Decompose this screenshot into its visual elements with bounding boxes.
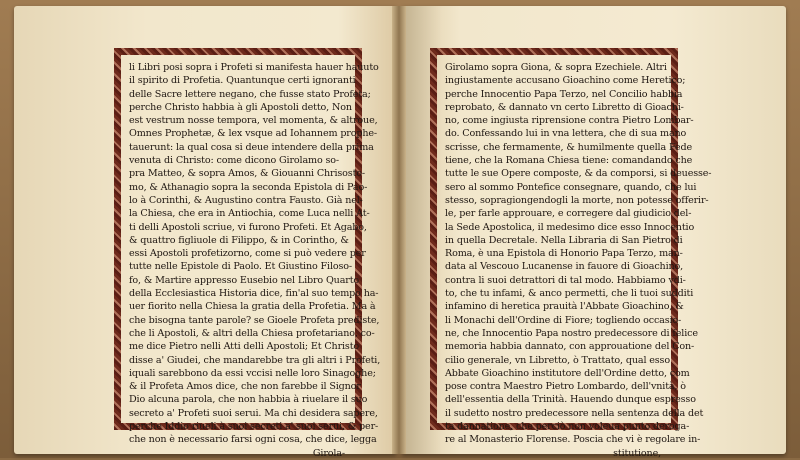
text-line: iquali sarebbono da essi vccisi nelle loro Sinagoghe; (129, 367, 376, 379)
text-line: Girolamo sopra Giona, & sopra Ezechiele. Altri (445, 62, 667, 73)
text-line: li Libri posi sopra i Profeti si manifesta hauer hauuto (129, 62, 379, 73)
text-line: lo à Corinthi, & Augustino contra Fausto. Già nel- (129, 194, 363, 206)
text-line: Omnes Prophetæ, & lex vsque ad Iohannem prophe- (129, 128, 378, 140)
text-line: scrisse, che fermamente, & humilmente quella Fede (445, 141, 692, 153)
text-line: to, che tu infami, & anco permetti, che li tuoi sudditi (445, 288, 694, 300)
open-book (14, 6, 786, 459)
text-line: cilio generale, vn Libretto, ò Trattato, qual esso (445, 354, 670, 366)
text-line: perche Iddio riueli à suoi secreti a' suoi serui, & per- (129, 421, 379, 433)
text-line: perche Christo habbia à gli Apostoli detto, Non (129, 101, 352, 113)
text-line: che non è necessario farsi ogni cosa, che dice, legga (129, 434, 377, 446)
text-line: ingiustamente accusano Gioachino come Heretico; (445, 75, 686, 87)
text-line: memoria habbia dannato, con approuatione del Con- (445, 341, 695, 353)
text-line: reprobato, & dannato vn certo Libretto di Gioachi- (445, 101, 684, 113)
text-line: mo, & Athanagio sopra la seconda Epistola di Pao- (129, 181, 368, 193)
text-line: pra Matteo, & sopra Amos, & Giouanni Chrisosto- (129, 168, 366, 180)
text-line: ta dannatione, che perciò non voleua punto deroga- (445, 421, 690, 433)
text-line: do. Confessando lui in vna lettera, che di sua mano (445, 128, 687, 140)
text-line: data al Vescouo Lucanense in fauore di Gioachino, (445, 261, 684, 273)
text-line: venuta di Christo: come dicono Girolamo so- (129, 155, 339, 167)
text-line: contra li suoi detrattori di tal modo. Habbiamo vdi- (445, 274, 686, 286)
text-line: est vestrum nosse tempora, vel momenta, & altroue, (129, 115, 378, 127)
text-line: tutte le sue Opere composte, & da comporsi, si deuesse- (445, 168, 712, 180)
text-line: infamino di heretica prauità l'Abbate Gioachino, & (445, 301, 684, 313)
catchword: Girola- (312, 447, 345, 459)
text-line: tauerunt: la qual cosa si deue intendere della prima (129, 141, 374, 153)
text-line: perche Innocentio Papa Terzo, nel Concilio habbia (445, 88, 683, 100)
text-line: & quattro figliuole di Filippo, & in Corintho, & (129, 234, 349, 246)
left-page (14, 6, 396, 459)
text-line: della Ecclesiastica Historia dice, fin'al suo tempo ha- (129, 288, 379, 300)
text-line: no, come ingiusta riprensione contra Pietro Lombar- (445, 115, 694, 127)
text-line: stesso, sopragiongendogli la morte, non potesse offerir- (445, 194, 709, 206)
text-line: Abbate Gioachino institutore dell'Ordine detto, com (445, 367, 690, 379)
text-line: Roma, è una Epistola di Honorio Papa Terzo, man- (445, 248, 683, 260)
text-line: la Chiesa, che era in Antiochia, come Luca nelli At- (129, 208, 370, 220)
text-line: disse a' Giudei, che mandarebbe tra gli altri i Profeti, (129, 354, 381, 366)
text-line: ne, che Innocentio Papa nostro predecessore di felice (445, 327, 698, 339)
text-line: Dio alcuna parola, che non habbia à riuelare il suo (129, 394, 368, 406)
text-line: sero al sommo Pontefice consegnare, quando, che lui (445, 181, 697, 193)
text-line: me dice Pietro nelli Atti delli Apostoli; Et Christo (129, 341, 360, 353)
text-line: li Monachi dell'Ordine di Fiore; togliendo occasio- (445, 314, 682, 326)
text-line: essi Apostoli profetizorno, come si può vedere per (129, 248, 366, 260)
left-page-text (129, 61, 381, 459)
right-ornamental-border (430, 48, 712, 459)
text-line: & il Profeta Amos dice, che non farebbe il Signor (129, 381, 361, 393)
text-line: ti delli Apostoli scriue, vi furono Profeti. Et Agabo, (129, 221, 367, 233)
text-line: dell'essentia della Trinità. Hauendo dunque espresso (445, 394, 696, 406)
text-line: pose contra Maestro Pietro Lombardo, dell'vnità, ò (445, 381, 686, 393)
text-line: delle Sacre lettere negano, che fusse stato Profeta; (129, 88, 371, 100)
text-line: le, per farle approuare, e corregere dal giudicio del- (445, 208, 692, 220)
text-line: fo, & Martire appresso Eusebio nel Libro Quarto (129, 274, 360, 286)
left-ornamental-border (114, 48, 381, 459)
text-line: tutte nelle Epistole di Paolo. Et Giustino Filoso- (129, 261, 352, 273)
right-page (402, 6, 786, 459)
text-line: il spirito di Profetia. Quantunque certi ignoranti (129, 75, 356, 87)
text-line: re al Monasterio Florense. Poscia che vi è regolare in- (445, 434, 701, 446)
text-line: che bisogna tante parole? se Gioele Profeta prediste, (129, 314, 380, 326)
right-page-text (445, 61, 712, 459)
catchword: stitutione, (613, 447, 661, 459)
text-line: in quella Decretale. Nella Libraria di San Pietro di (445, 234, 683, 246)
text-line: secreto a' Profeti suoi serui. Ma chi desidera sapere, (129, 407, 378, 419)
text-line: uer fiorito nella Chiesa la gratia della Profetia. Ma à (129, 301, 376, 313)
text-line: tiene, che la Romana Chiesa tiene: comandando che (445, 155, 693, 167)
text-line: il sudetto nostro predecessore nella sentenza della det (445, 407, 704, 419)
text-line: che li Apostoli, & altri della Chiesa profetariano, co- (129, 327, 375, 339)
text-line: la Sede Apostolica, il medesimo dice esso Innocentio (445, 221, 695, 233)
book-gutter (392, 6, 406, 454)
